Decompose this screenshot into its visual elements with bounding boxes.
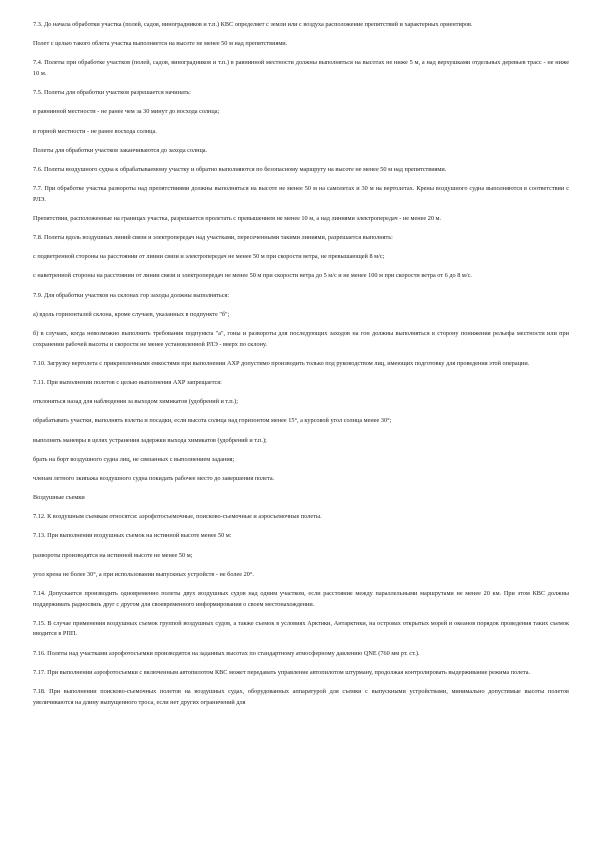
paragraph-7-13: 7.13. При выполнении воздушных съемок на истинной высоте менее 50 м: [33, 532, 232, 540]
paragraph-7-11-item-1: отклоняться назад для наблюдения за выходом химикатов (удобрений и т.п.); [33, 398, 238, 406]
paragraph-7-5-item-mountain: в горной местности - не ранее восхода солнца. [33, 127, 157, 135]
paragraph-7-18: 7.18. При выполнении поисково-съемочных полетов на воздушных судах, оборудованных аппаратурой для съемки с выпускными устройствами, минимально допустимые высоты полетов увеличиваются на длину выпущенного троса, если нет других ограничений для [33, 687, 569, 706]
paragraph-7-11-item-3: выполнять маневры в целях устранения задержки выхода химикатов (удобрений и т.п.); [33, 436, 267, 444]
paragraph-7-11: 7.11. При выполнении полетов с целью выполнения АХР запрещается: [33, 378, 222, 386]
paragraph-7-7: 7.7. При обработке участка развороты над препятствиями должны выполняться на высоте не менее 50 м на самолетах и 30 м на вертолетах. Крены воздушного судна выполняются в соответствии с РЛЭ. [33, 185, 569, 203]
paragraph-7-17: 7.17. При выполнении аэрофотосъемки с включенным автопилотом КВС может передавать управление автопилотом штурману, продолжая контролировать выдерживание режима полета. [33, 668, 531, 676]
paragraph-7-5-end: Полеты для обработки участков заканчиваются до захода солнца. [33, 146, 208, 154]
paragraph-7-9-item-b: б) в случаях, когда невозможно выполнить требования подпункта "а", гоны и развороты для последующих заходов на гон должны выполняться в сторону понижения рельефа местности или при сохранении рабочей высоты и скорости не менее установленной РЛЭ - вверх по склону. [33, 330, 569, 348]
paragraph-7-11-item-2: обрабатывать участки, выполнять взлеты и посадки, если высота солнца над горизонтом менее 15°, а курсовой угол солнца менее 30°; [33, 417, 392, 425]
paragraph-7-9-item-a: а) вдоль горизонталей склона, кроме случаев, указанных в подпункте "б"; [33, 310, 230, 318]
paragraph-7-11-item-5: членам летного экипажа воздушного судна покидать рабочее место до завершения полета. [33, 474, 275, 482]
paragraph-7-16: 7.16. Полеты над участками аэрофотосъемки производятся на заданных высотах по стандартному атмосферному давлению QNE (760 мм рт. ст.). [33, 649, 420, 657]
paragraph-7-8: 7.8. Полеты вдоль воздушных линий связи и электропередач над участками, пересеченными такими линиями, разрешается выполнять: [33, 234, 393, 242]
paragraph-7-10: 7.10. Загрузку вертолета с прикрепленными емкостями при выполнении АХР допустимо производить только под руководством лиц, имеющих подготовку для проведения этой операции. [33, 359, 530, 367]
paragraph-7-7-cont: Препятствия, расположенные на границах участка, разрешается пролетать с превышением не менее 10 м, а над линиями электропередач - не менее 20 м. [33, 214, 442, 222]
paragraph-7-5-item-plain: в равнинной местности - не ранее чем за 30 минут до восхода солнца; [33, 108, 220, 116]
paragraph-7-12: 7.12. К воздушным съемкам относятся: аэрофотосъемочные, поисково-съемочные и аэросъемочные полеты. [33, 513, 322, 521]
paragraph-7-8-item-windward: с наветренной стороны на расстоянии от линии связи и электропередач не менее 50 м при скорости ветра до 5 м/с и не менее 100 м при скорости ветра от 6 до 8 м/с. [33, 272, 472, 280]
paragraph-7-11-item-4: брать на борт воздушного судна лиц, не связанных с выполнением задания; [33, 455, 235, 463]
paragraph-7-3: 7.3. До начала обработки участка (полей, садов, виноградников и т.п.) КВС определяет с земли или с воздуха расположение препятствий и характерных ориентиров. [33, 21, 473, 28]
paragraph-7-9: 7.9. Для обработки участков на склонах гор заходы должны выполняться: [33, 291, 230, 299]
section-heading-aerial-surveys: Воздушные съемки [33, 494, 85, 502]
paragraph-7-14: 7.14. Допускается производить одновременно полеты двух воздушных судов над одним участком, если расстояние между параллельными маршрутами не менее 20 км. При этом КВС должны поддерживать радиосвязь друг с другом для своевременного информирования о своем местонахождении. [33, 590, 569, 608]
paragraph-7-13-item-1: развороты производятся на истинной высоте не менее 50 м; [33, 551, 193, 559]
paragraph-7-5: 7.5. Полеты для обработки участков разрешается начинать: [33, 89, 191, 97]
paragraph-7-13-item-2: угол крена не более 30°, а при использовании выпускных устройств - не более 20°. [33, 570, 254, 578]
paragraph-7-4: 7.4. Полеты при обработке участков (полей, садов, виноградников и т.п.) в равнинной местности должны выполняться на высотах не ниже 5 м, а над верхушками отдельных деревьев трасс - не ниже 10 м. [33, 59, 569, 77]
paragraph-7-8-item-leeward: с подветренной стороны на расстоянии от линии связи и электропередач не менее 50 м при скорости ветра, не превышающей 8 м/с; [33, 253, 385, 261]
paragraph-7-15: 7.15. В случае применения воздушных съемок группой воздушных судов, а также съемок в условиях Арктики, Антарктики, на островах открытых морей и океанов порядок проведения таких съемок вводится в РПП. [33, 619, 569, 638]
paragraph-7-6: 7.6. Полеты воздушного судна к обрабатываемому участку и обратно выполняются по безопасному маршруту на высоте не менее 50 м над препятствиями. [33, 165, 447, 173]
paragraph-7-3-cont: Полет с целью такого облета участка выполняется на высоте не менее 50 м над препятствиями. [33, 40, 288, 48]
